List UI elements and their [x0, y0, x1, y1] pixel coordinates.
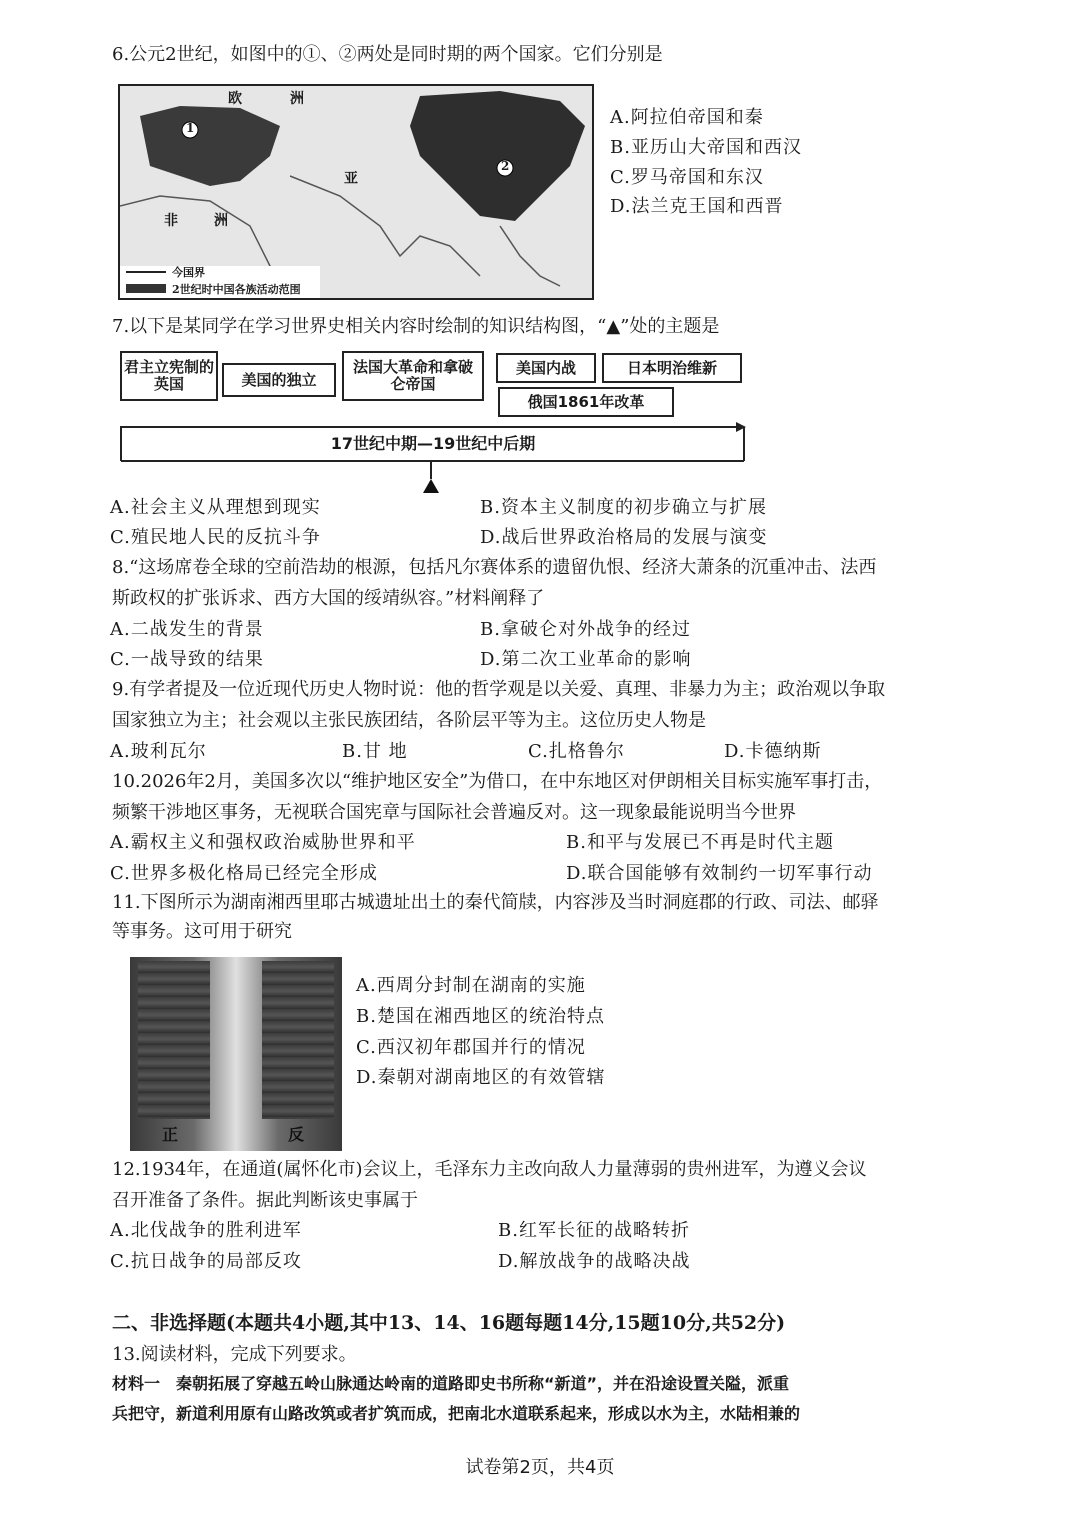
- q8-option-b: B.拿破仑对外战争的经过: [480, 619, 691, 640]
- question-9-stem-line1: 9.有学者提及一位近现代历史人物时说：他的哲学观是以关爱、真理、非暴力为主；政治观以争取: [112, 679, 886, 700]
- q7-option-a: A.社会主义从理想到现实: [110, 497, 321, 518]
- box-american-independence: 美国的独立: [222, 363, 336, 397]
- question-10-stem-line2: 频繁干涉地区事务，无视联合国宪章与国际社会普遍反对。这一现象最能说明当今世界: [112, 802, 796, 823]
- box-american-civil-war: 美国内战: [496, 353, 596, 383]
- box-british-constitutional: 君主立宪制的英国: [120, 351, 218, 401]
- question-7-stem: 7.以下是某同学在学习世界史相关内容时绘制的知识结构图，“▲”处的主题是: [112, 316, 720, 337]
- section-2-heading: 二、非选择题(本题共4小题,其中13、14、16题每题14分,15题10分,共52分): [112, 1312, 786, 1334]
- q11-option-d: D.秦朝对湖南地区的有效管辖: [356, 1067, 606, 1088]
- question-8-stem-line2: 斯政权的扩张诉求、西方大国的绥靖纵容。”材料阐释了: [112, 588, 545, 609]
- q6-option-a: A.阿拉伯帝国和秦: [610, 107, 764, 128]
- box-russia-reform: 俄国1861年改革: [498, 387, 674, 417]
- question-11-stem-line1: 11.下图所示为湖南湘西里耶古城遗址出土的秦代简牍，内容涉及当时洞庭郡的行政、司法、邮驿: [112, 892, 879, 913]
- q11-option-c: C.西汉初年郡国并行的情况: [356, 1037, 586, 1058]
- map-marker-1: 1: [186, 121, 195, 135]
- q11-option-a: A.西周分封制在湖南的实施: [356, 975, 586, 996]
- map-legend-border: 今国界: [172, 266, 205, 279]
- map-label-zhou-2: 洲: [214, 213, 228, 229]
- page-footer: 试卷第2页，共4页: [465, 1457, 615, 1478]
- q9-option-b: B.甘 地: [342, 741, 408, 762]
- q6-option-d: D.法兰克王国和西晋: [610, 196, 784, 217]
- slip-front: [138, 961, 210, 1119]
- map-marker-2: 2: [501, 159, 510, 173]
- material-1-line1: 材料一 秦朝拓展了穿越五岭山脉通达岭南的道路即史书所称“新道”，并在沿途设置关隘，派重: [112, 1374, 790, 1393]
- q10-option-b: B.和平与发展已不再是时代主题: [566, 832, 834, 853]
- slip-back: [262, 961, 334, 1119]
- q9-option-d: D.卡德纳斯: [724, 741, 822, 762]
- slip-label-back: 反: [288, 1125, 305, 1144]
- q8-option-a: A.二战发生的背景: [110, 619, 264, 640]
- q12-option-a: A.北伐战争的胜利进军: [110, 1220, 302, 1241]
- map-label-ya: 亚: [344, 171, 358, 187]
- q6-option-c: C.罗马帝国和东汉: [610, 167, 764, 188]
- q6-option-b: B.亚历山大帝国和西汉: [610, 137, 802, 158]
- map-figure: [118, 84, 594, 300]
- map-label-ou: 欧: [228, 91, 242, 107]
- question-6-stem: 6.公元2世纪，如图中的①、②两处是同时期的两个国家。它们分别是: [112, 44, 663, 65]
- q12-option-b: B.红军长征的战略转折: [498, 1220, 690, 1241]
- question-10-stem-line1: 10.2026年2月，美国多次以“维护地区安全”为借口，在中东地区对伊朗相关目标实施军事打击，: [112, 771, 883, 792]
- box-meiji-restoration: 日本明治维新: [602, 353, 742, 383]
- material-1-line2: 兵把守，新道利用原有山路改筑或者扩筑而成，把南北水道联系起来，形成以水为主，水陆相兼的: [112, 1404, 801, 1423]
- qin-bamboo-slips-photo: [130, 957, 342, 1151]
- question-12-stem-line2: 召开准备了条件。据此判断该史事属于: [112, 1190, 418, 1211]
- map-label-zhou-1: 洲: [290, 91, 304, 107]
- q12-option-d: D.解放战争的战略决战: [498, 1251, 691, 1272]
- q7-option-b: B.资本主义制度的初步确立与扩展: [480, 497, 767, 518]
- q7-option-c: C.殖民地人民的反抗斗争: [110, 527, 321, 548]
- question-8-stem-line1: 8.“这场席卷全球的空前浩劫的根源，包括凡尔赛体系的遗留仇恨、经济大萧条的沉重冲击、法西: [112, 557, 877, 578]
- map-label-fei: 非: [164, 213, 178, 229]
- q12-option-c: C.抗日战争的局部反攻: [110, 1251, 302, 1272]
- q10-option-d: D.联合国能够有效制约一切军事行动: [566, 863, 873, 884]
- question-11-stem-line2: 等事务。这可用于研究: [112, 921, 292, 942]
- question-12-stem-line1: 12.1934年，在通道(属怀化市)会议上，毛泽东力主改向敌人力量薄弱的贵州进军，为遵义会议: [112, 1159, 867, 1180]
- map-legend-range: 2世纪时中国各族活动范围: [172, 283, 301, 296]
- slip-label-front: 正: [162, 1125, 179, 1144]
- q11-option-b: B.楚国在湘西地区的统治特点: [356, 1006, 605, 1027]
- question-9-stem-line2: 国家独立为主；社会观以主张民族团结，各阶层平等为主。这位历史人物是: [112, 710, 706, 731]
- q8-option-d: D.第二次工业革命的影响: [480, 649, 692, 670]
- timeline-bracket: [118, 417, 748, 495]
- box-french-revolution: 法国大革命和拿破仑帝国: [342, 351, 484, 401]
- knowledge-structure-diagram: [118, 345, 748, 495]
- q9-option-c: C.扎格鲁尔: [528, 741, 625, 762]
- q9-option-a: A.玻利瓦尔: [110, 741, 207, 762]
- timeline-label: 17世纪中期—19世纪中后期: [330, 434, 536, 453]
- q10-option-a: A.霸权主义和强权政治威胁世界和平: [110, 832, 416, 853]
- q7-option-d: D.战后世界政治格局的发展与演变: [480, 527, 768, 548]
- q10-option-c: C.世界多极化格局已经完全形成: [110, 863, 378, 884]
- q8-option-c: C.一战导致的结果: [110, 649, 264, 670]
- question-13-stem: 13.阅读材料，完成下列要求。: [112, 1344, 357, 1365]
